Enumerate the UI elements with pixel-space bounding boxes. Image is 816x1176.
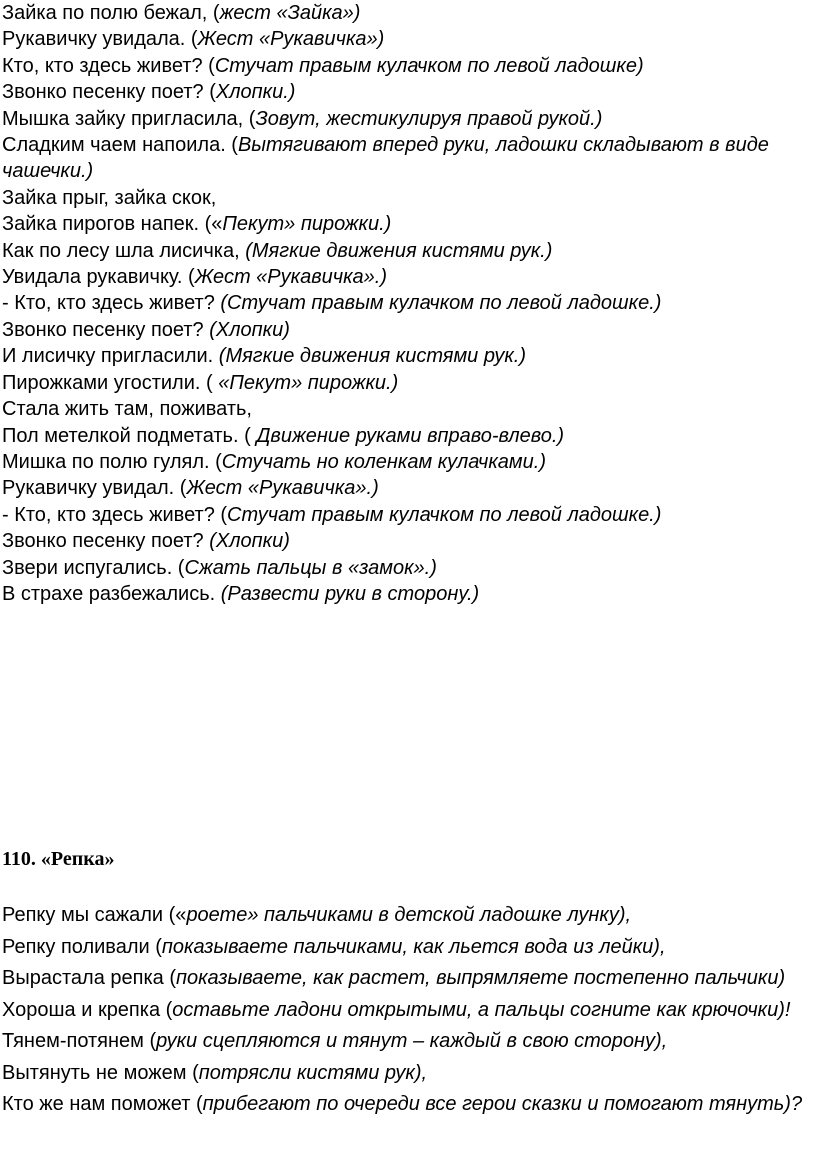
poem-line: Репку поливали (показываете пальчиками, как льется вода из лейки), [2, 935, 666, 958]
poem-line: Зайка прыг, зайка скок, [2, 186, 217, 209]
poem-line: Звонко песенку поет? (Хлопки.) [2, 81, 296, 104]
poem-line: И лисичку пригласили. (Мягкие движения кистями рук.) [2, 345, 526, 368]
finger-game-poem-mitten [2, 0, 812, 607]
poem-line: Зайка по полю бежал, (жест «Зайка») [2, 2, 361, 24]
poem-line: Увидала рукавичку. (Жест «Рукавичка».) [2, 266, 388, 289]
poem-line: Звонко песенку поет? (Хлопки) [2, 530, 290, 553]
section-heading: 110. «Репка» [2, 848, 115, 870]
poem-line: Рукавичку увидала. (Жест «Рукавичка») [2, 28, 385, 51]
poem-line: Вытянуть не можем (потрясли кистями рук), [2, 1061, 428, 1084]
poem-line: - Кто, кто здесь живет? (Стучат правым кулачком по левой ладошке.) [2, 503, 662, 526]
poem-line: Тянем-потянем (руки сцепляются и тянут – каждый в свою сторону), [2, 1030, 668, 1052]
poem-line: Рукавичку увидал. (Жест «Рукавичка».) [2, 477, 379, 500]
poem-line: В страхе разбежались. (Развести руки в сторону.) [2, 582, 480, 605]
poem-line: Звонко песенку поет? (Хлопки) [2, 318, 290, 341]
poem-line: Как по лесу шла лисичка, (Мягкие движения кистями рук.) [2, 239, 553, 262]
finger-game-poem-turnip [2, 900, 812, 1121]
poem-line: Мишка по полю гулял. (Стучать но коленкам кулачками.) [2, 450, 546, 473]
poem-line: Стала жить там, поживать, [2, 398, 252, 421]
poem-line: Пирожками угостили. ( «Пекут» пирожки.) [2, 371, 399, 394]
poem-line: Вырастала репка (показываете, как растет, выпрямляете постепенно пальчики) [2, 967, 786, 989]
poem-line: Сладким чаем напоила. (Вытягивают вперед руки, ладошки складывают в виде чашечки.) [2, 134, 769, 183]
poem-line: Мышка зайку пригласила, (Зовут, жестикулируя правой рукой.) [2, 107, 603, 130]
poem-line: - Кто, кто здесь живет? (Стучат правым кулачком по левой ладошке.) [2, 292, 662, 315]
poem-line: Кто же нам поможет (прибегают по очереди все герои сказки и помогают тянуть)? [2, 1093, 803, 1115]
poem-line: Репку мы сажали («роете» пальчиками в детской ладошке лунку), [2, 904, 632, 926]
poem-line: Звери испугались. (Сжать пальцы в «замок».) [2, 556, 437, 579]
poem-line: Пол метелкой подметать. ( Движение руками вправо-влево.) [2, 424, 565, 447]
poem-line: Зайка пирогов напек. («Пекут» пирожки.) [2, 213, 392, 236]
poem-line: Кто, кто здесь живет? (Стучат правым кулачком по левой ладошке) [2, 54, 644, 77]
poem-line: Хороша и крепка (оставьте ладони открытыми, а пальцы согните как крючочки)! [2, 998, 791, 1021]
